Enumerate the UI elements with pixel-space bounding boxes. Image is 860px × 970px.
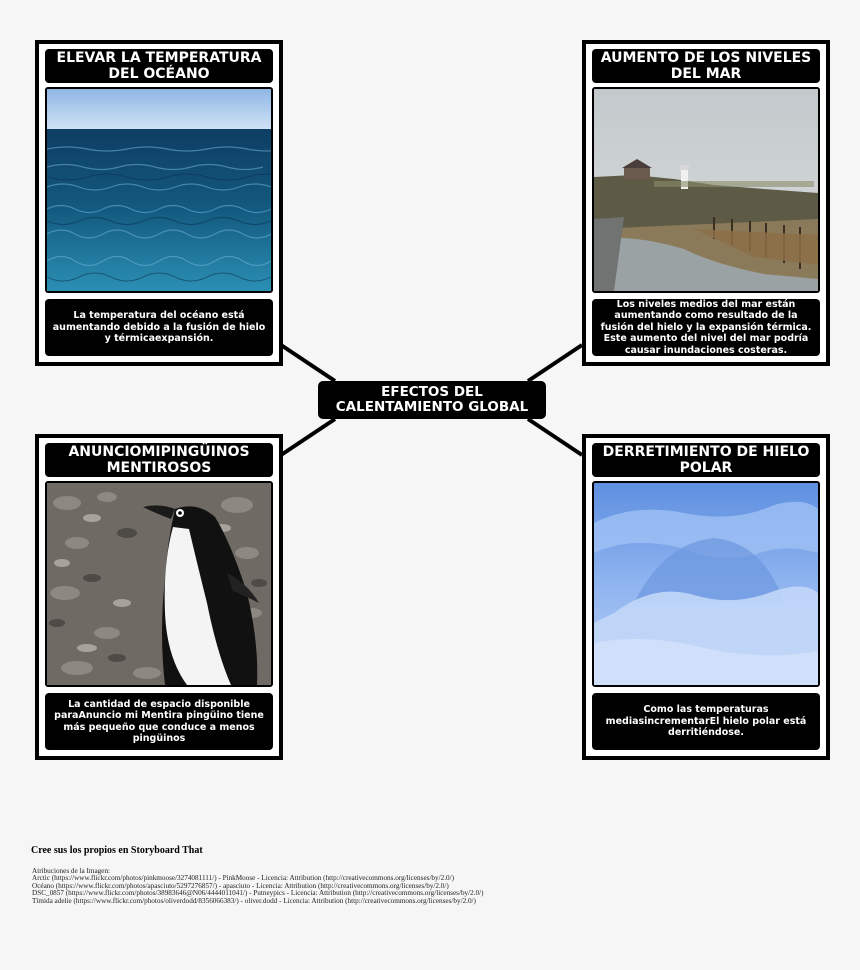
connector-top-right [528, 345, 582, 381]
attribution-line: Arctic (https://www.flickr.com/photos/pinkmoose/3274081111/) - PinkMoose - Licencia: Attribution (http://creativecommons.org/licenses/by/2.0/) [32, 874, 454, 883]
card-caption: Los niveles medios del mar están aumentando como resultado de la fusión del hielo y la expansión térmica. Este aumento del nivel del mar podría causar inundaciones costeras. [592, 299, 820, 356]
card-title: DERRETIMIENTO DE HIELO POLAR [592, 443, 820, 477]
card-title: AUMENTO DE LOS NIVELES DEL MAR [592, 49, 820, 83]
polar-ice-snow-photo [592, 481, 820, 687]
attribution-line: Océano (https://www.flickr.com/photos/apasciuto/5297276857/) - apasciuto - Licencia: Attribution (http://creativecommons.org/licenses/by/2.0/) [32, 881, 449, 890]
card-caption: La cantidad de espacio disponible paraAnuncio mi Mentira pingüino tiene más pequeño que conduce a menos pingüinos [45, 693, 273, 750]
card-adelie-penguins [35, 434, 283, 760]
attribution-line: Atribuciones de la Imagen: [32, 867, 111, 875]
card-ocean-temperature [35, 40, 283, 366]
adelie-penguin-photo [45, 481, 273, 687]
flooded-coastal-road-photo [592, 87, 820, 293]
card-caption: Como las temperaturas mediasincrementarEl hielo polar está derritiéndose. [592, 693, 820, 750]
attribution-line: DSC_0857 (https://www.flickr.com/photos/38983646@N06/4444011041/) - Putneypics - Licencia: Attribution (http://creativecommons.org/licenses/by/2.0/) [32, 889, 484, 898]
attribution-line: Tímida adelie (https://www.flickr.com/photos/oliverdodd/8356066383/) - oliver.dodd - Licencia: Attribution (http://creativecommons.org/licenses/by/2.0/) [32, 896, 476, 905]
card-caption: La temperatura del océano está aumentando debido a la fusión de hielo y térmicaexpansión. [45, 299, 273, 356]
card-title: ELEVAR LA TEMPERATURA DEL OCÉANO [45, 49, 273, 83]
card-polar-ice-melting [582, 434, 830, 760]
connector-bottom-right [528, 419, 582, 455]
card-sea-level-rise [582, 40, 830, 366]
ocean-waves-photo [45, 87, 273, 293]
center-title: EFECTOS DEL CALENTAMIENTO GLOBAL [318, 381, 546, 419]
card-title: ANUNCIOMIPINGÜINOS MENTIROSOS [45, 443, 273, 477]
connector-bottom-left [281, 419, 335, 455]
connector-top-left [281, 345, 335, 381]
image-attributions [32, 868, 652, 905]
storyboard-credit: Cree sus los propios en Storyboard That [31, 845, 203, 856]
